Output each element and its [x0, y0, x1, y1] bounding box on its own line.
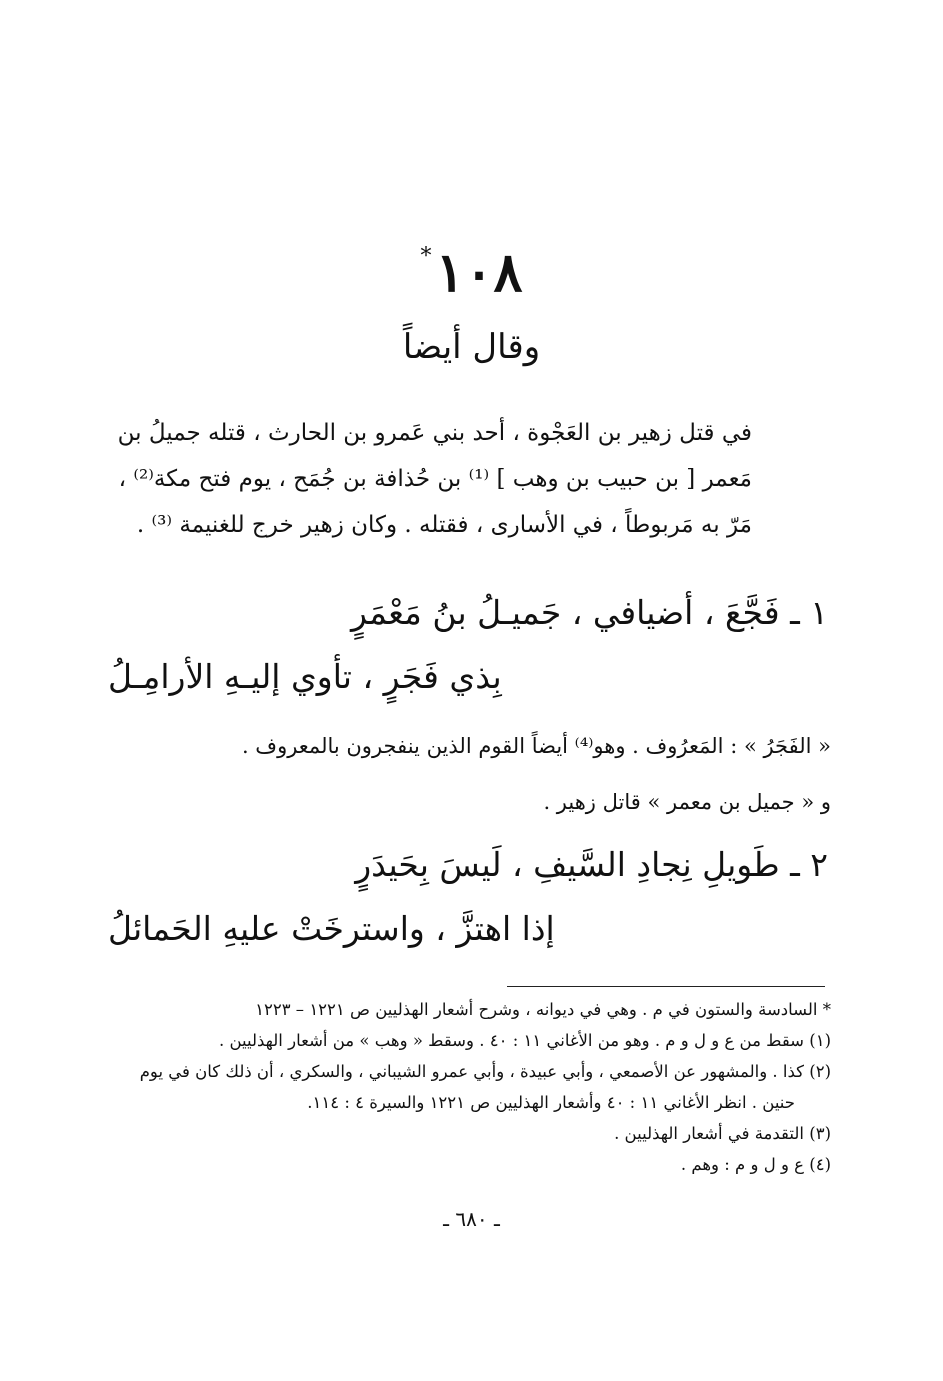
footnote-2: (٢) كذا . والمشهور عن الأصمعي ، وأبي عبيدة ، وأبي عمرو الشيباني ، والسكري ، أن ذلك كان في يوم [139, 1062, 831, 1081]
poem-number-value: ١٠٨ [435, 240, 523, 304]
footnote-2-continued: حنين . انظر الأغاني ١١ : ٤٠ وأشعار الهذليين ص ١٢٢١ والسيرة ٤ : ١١٤. [307, 1093, 795, 1112]
page-number: ـ ٦٨٠ ـ [443, 1207, 500, 1231]
footnote-divider [507, 986, 825, 987]
gloss-line: « الفَجَرُ » : المَعرُوف . وهو⁽⁴⁾ أيضاً القوم الذين ينفجرون بالمعروف . [241, 734, 831, 758]
footnotes [116, 994, 831, 1180]
footnote-3: (٣) التقدمة في أشعار الهذليين . [614, 1124, 831, 1143]
intro-line: في قتل زهير بن العَجْوة ، أحد بني عَمرو بن الحارث ، قتله جميلُ بن [117, 420, 752, 446]
verse-2-second-hemistich: إذا اهتزَّ ، واسترخَتْ عليهِ الحَمائلُ [108, 909, 555, 948]
gloss-line: و « جميل بن معمر » قاتل زهير . [543, 790, 831, 814]
footnote-1: (١) سقط من ع و ل و م . وهو من الأغاني ١١ : ٤٠ . وسقط « وهب » من أشعار الهذليين . [218, 1031, 831, 1050]
footnote-source: * السادسة والستون في م . وهي في ديوانه ، وشرح أشعار الهذليين ص ١٢٢١ – ١٢٢٣ [255, 1000, 831, 1019]
poem-number [0, 222, 943, 307]
verse-1-second-hemistich: بِذي فَجَرٍ ، تأوي إليـهِ الأرامِـلُ [108, 657, 502, 696]
intro-line: مَعمر [ بن حبيب بن وهب ] ⁽¹⁾ بن حُذافة بن جُمَح ، يوم فتح مكة⁽²⁾ ، [118, 466, 752, 492]
verse-2-first-hemistich: ٢ ـ طَويلِ نِجادِ السَّيفِ ، لَيسَ بِحَيدَرٍ [355, 845, 828, 884]
poem-asterisk: * [420, 244, 432, 269]
poem-heading: وقال أيضاً [402, 327, 541, 367]
footnote-4: (٤) ع و ل و م : وهم . [680, 1155, 831, 1174]
verse-1-first-hemistich: ١ ـ فَجَّعَ ، أضيافي ، جَميـلُ بنُ مَعْمَرٍ [350, 593, 828, 632]
intro-paragraph [112, 410, 752, 548]
intro-line: مَرّ به مَربوطاً ، في الأسارى ، فقتله . وكان زهير خرج للغنيمة ⁽³⁾ . [136, 512, 752, 538]
